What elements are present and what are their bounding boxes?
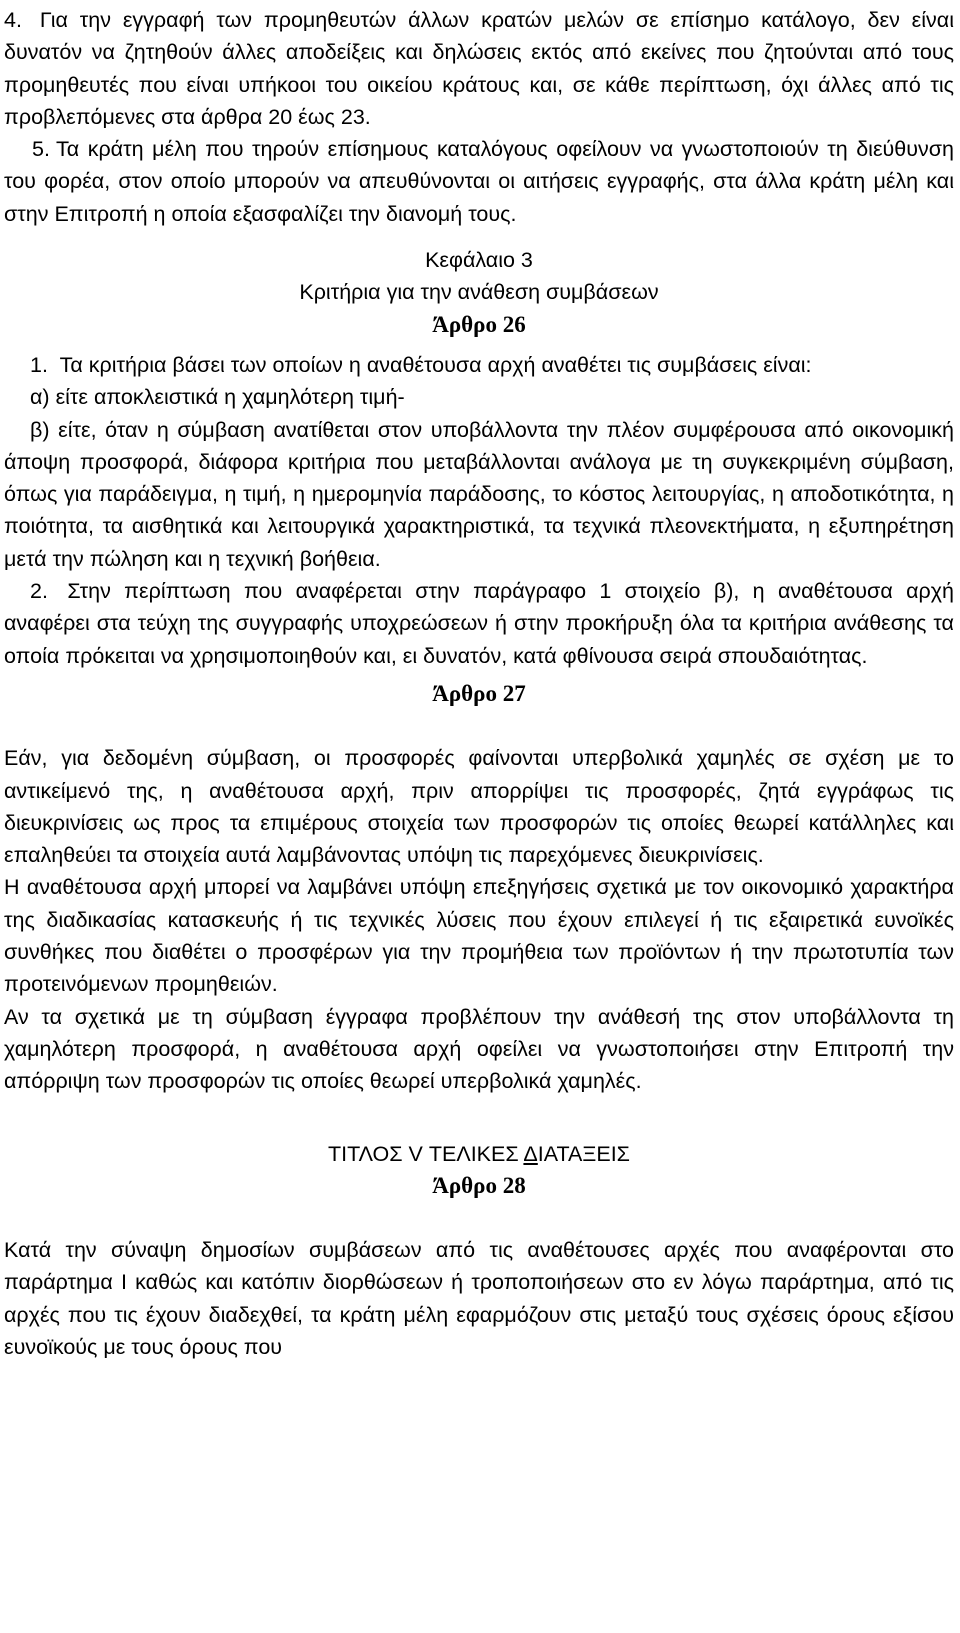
paragraph-number: 1. [30, 352, 48, 377]
paragraph-text: Τα κριτήρια βάσει των οποίων η αναθέτουσα αρχή αναθέτει τις συμβάσεις είναι: [59, 352, 812, 377]
article-27-paragraph-1: Εάν, για δεδομένη σύμβαση, οι προσφορές φαίνονται υπερβολικά χαμηλές σε σχέση με το αντικείμενό της, η αναθέτουσα αρχή, πριν απορρίψει τις προσφορές, ζητά εγγράφως τις διευκρινίσεις ως προς τα επιμέρους στοιχεία των προσφορών τις οποίες θεωρεί κατάλληλες και επαληθεύει τα στοιχεία αυτά λαμβάνοντας υπόψη τις παρεχόμενες διευκρινίσεις. [4, 746, 954, 868]
document-page [4, 4, 954, 1629]
paragraph-text: Για την εγγραφή των προμηθευτών άλλων κρατών μελών σε επίσημο κατάλογο, δεν είναι δυνατόν να ζητηθούν άλλες αποδείξεις και δηλώσεις εκτός από εκείνες που ζητούνται από τους προμηθευτές που είναι υπήκοοι του οικείου κράτους και, σε κάθε περίπτωση, όχι άλλες από τις προβλεπόμενες στα άρθρα 20 έως 23. [4, 8, 954, 129]
article-27-heading: Άρθρο 27 [432, 680, 526, 706]
article-27-paragraph-2: Η αναθέτουσα αρχή μπορεί να λαμβάνει υπόψη επεξηγήσεις σχετικά με τον οικονομικό χαρακτήρα της διαδικασίας κατασκευής ή τις τεχνικές λύσεις που έχουν επιλεγεί ή τις εξαιρετικά ευνοϊκές συνθήκες που διαθέτει ο προσφέρων για την προμήθεια των προϊόντων ή την πρωτοτυπία των προτεινόμενων προμηθειών. [4, 875, 954, 997]
paragraph-number: 5. [32, 137, 50, 162]
paragraph-number: 4. [4, 8, 22, 32]
paragraph-5 [4, 133, 954, 230]
title-v-heading: ΤΙΤΛΟΣ V ΤΕΛΙΚΕΣ ΔΙΑΤΑΞΕΙΣ [328, 1141, 630, 1166]
article-26-heading: Άρθρο 26 [432, 311, 526, 337]
chapter-title: Κριτήρια για την ανάθεση συμβάσεων [299, 280, 659, 305]
paragraph-number: 2. [30, 579, 48, 604]
article-26-paragraph-1 [4, 349, 954, 381]
article-26-item-a: α) είτε αποκλειστικά η χαμηλότερη τιμή- [30, 385, 405, 410]
chapter-label: Κεφάλαιο 3 [425, 248, 533, 273]
article-28-heading: Άρθρο 28 [432, 1172, 526, 1198]
paragraph-text: Στην περίπτωση που αναφέρεται στην παράγραφο 1 στοιχείο β), η αναθέτουσα αρχή αναφέρει στα τεύχη της συγγραφής υποχρεώσεων ή στην προκήρυξη όλα τα κριτήρια ανάθεσης τα οποία πρόκειται να χρησιμοποιηθούν και, ει δυνατόν, κατά φθίνουσα σειρά σπουδαιότητας. [4, 579, 954, 668]
article-27-paragraph-3: Αν τα σχετικά με τη σύμβαση έγγραφα προβλέπουν την ανάθεσή της στον υποβάλλοντα τη χαμηλότερη προσφορά, η αναθέτουσα αρχή οφείλει να γνωστοποιήσει στην Επιτροπή την απόρριψη των προσφορών τις οποίες θεωρεί υπερβολικά χαμηλές. [4, 1004, 954, 1094]
article-28-paragraph-1: Κατά την σύναψη δημοσίων συμβάσεων από τις αναθέτουσες αρχές που αναφέρονται στο παράρτημα Ι καθώς και κατόπιν διορθώσεων ή τροποποιήσεων στο εν λόγω παράρτημα, από τις αρχές που τις έχουν διαδεχθεί, τα κράτη μέλη εφαρμόζουν στις μεταξύ τους σχέσεις όρους εξίσου ευνοϊκούς με τους όρους που [4, 1238, 954, 1359]
paragraph-text: Τα κράτη μέλη που τηρούν επίσημους καταλόγους οφείλουν να γνωστοποιούν τη διεύθυνση του φορέα, στον οποίο μπορούν να απευθύνονται οι αιτήσεις εγγραφής, στα άλλα κράτη μέλη και στην Επιτροπή η οποία εξασφαλίζει την διανομή τους. [4, 137, 954, 226]
article-26-item-b [4, 414, 954, 575]
article-26-paragraph-2 [4, 575, 954, 672]
paragraph-4 [4, 4, 954, 133]
paragraph-text: β) είτε, όταν η σύμβαση ανατίθεται στον υποβάλλοντα την πλέον συμφέρουσα από οικονομική άποψη προσφορά, διάφορα κριτήρια που μεταβάλλονται ανάλογα με τη συγκεκριμένη σύμβαση, όπως για παράδειγμα, η τιμή, η ημερομηνία παράδοσης, το κόστος λειτουργίας, η αποδοτικότητα, η ποιότητα, τα αισθητικά και λειτουργικά χαρακτηριστικά, τα τεχνικά πλεονεκτήματα, η εξυπηρέτηση μετά την πώληση και η τεχνική βοήθεια. [4, 417, 954, 571]
